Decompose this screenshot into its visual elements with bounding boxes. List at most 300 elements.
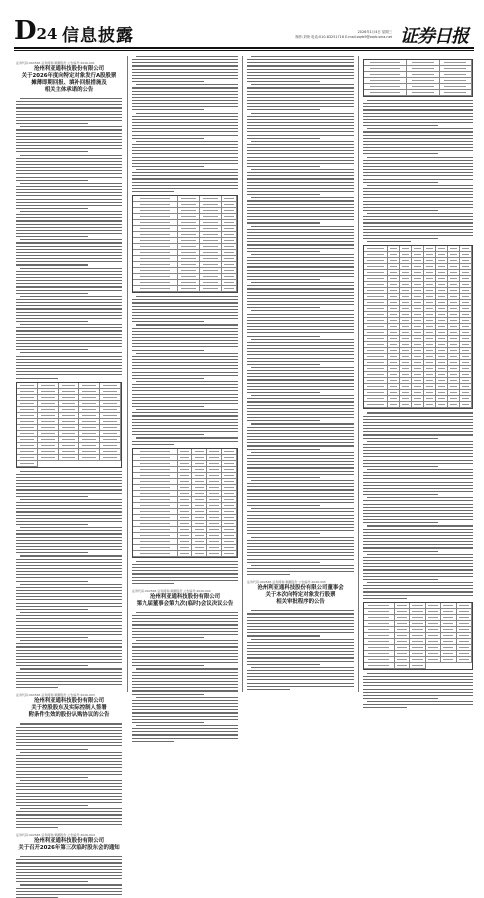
text-line xyxy=(363,507,473,508)
text-line xyxy=(363,535,473,536)
text-line xyxy=(16,199,122,200)
text-line xyxy=(16,502,122,503)
text-line xyxy=(251,395,354,396)
text-line xyxy=(16,362,122,363)
text-line xyxy=(16,167,122,168)
text-line xyxy=(247,175,354,176)
text-line xyxy=(16,771,122,772)
text-line xyxy=(132,321,204,322)
text-line xyxy=(16,227,122,228)
text-line xyxy=(16,192,122,193)
text-line xyxy=(16,136,122,137)
text-line xyxy=(367,701,473,702)
text-line xyxy=(16,145,122,146)
title-line: 摊薄即期回报、填补回报措施及 xyxy=(31,80,107,86)
text-line xyxy=(16,796,122,797)
text-line xyxy=(16,208,88,209)
text-line xyxy=(16,123,88,124)
text-line xyxy=(16,862,122,863)
text-line xyxy=(363,579,438,580)
text-line xyxy=(132,403,238,404)
text-line xyxy=(20,723,122,724)
text-line xyxy=(16,789,122,790)
text-line xyxy=(247,458,354,459)
text-line xyxy=(20,856,122,857)
text-line xyxy=(132,302,238,303)
text-line xyxy=(16,596,122,597)
text-line xyxy=(16,334,122,335)
text-line xyxy=(16,142,122,143)
text-line xyxy=(20,640,122,641)
text-line xyxy=(132,87,238,88)
text-line xyxy=(132,431,238,432)
text-line xyxy=(247,188,354,189)
text-line xyxy=(16,365,122,366)
text-line xyxy=(132,116,238,117)
table-cell xyxy=(79,455,100,461)
text-line xyxy=(16,236,88,237)
title-line: 关于召开2026年第三次临时股东会的通知 xyxy=(18,845,120,852)
text-line xyxy=(247,273,354,274)
table-cell xyxy=(178,286,200,292)
page-number-label xyxy=(14,18,57,47)
text-line xyxy=(16,252,122,253)
text-line xyxy=(247,376,354,377)
text-line xyxy=(363,422,473,423)
table-cell xyxy=(436,402,448,408)
text-line xyxy=(247,379,354,380)
text-line xyxy=(247,613,354,614)
text-line xyxy=(16,859,122,860)
text-line xyxy=(16,477,122,478)
text-line xyxy=(16,869,122,870)
text-line xyxy=(363,472,473,473)
table-cell xyxy=(178,551,193,557)
text-line xyxy=(132,412,238,413)
text-line xyxy=(247,527,354,528)
text-line xyxy=(132,315,238,316)
table-cell xyxy=(441,657,456,663)
text-line xyxy=(132,675,238,676)
shareholding-table xyxy=(363,59,473,97)
text-line xyxy=(16,230,122,231)
text-line xyxy=(247,461,354,462)
text-line xyxy=(16,161,122,162)
text-line xyxy=(16,111,122,112)
text-line xyxy=(132,694,204,695)
text-line xyxy=(247,91,354,92)
text-line xyxy=(247,442,354,443)
text-line xyxy=(132,309,238,310)
title-line: 沧州利亚通科技股份有限公司 xyxy=(149,593,221,600)
text-line xyxy=(247,301,354,302)
text-line xyxy=(16,805,88,806)
text-line xyxy=(363,510,473,511)
text-line xyxy=(363,235,473,236)
text-line xyxy=(247,417,354,418)
text-line xyxy=(247,257,354,258)
text-line xyxy=(20,352,122,353)
text-line xyxy=(132,312,238,313)
text-line xyxy=(363,122,473,123)
text-line xyxy=(367,412,473,413)
text-line xyxy=(16,872,122,873)
text-line xyxy=(363,513,473,514)
text-line xyxy=(363,210,438,211)
text-line xyxy=(16,493,122,494)
text-line xyxy=(16,508,122,509)
text-line xyxy=(16,646,122,647)
text-line xyxy=(247,351,354,352)
text-line xyxy=(16,217,122,218)
text-line xyxy=(16,274,122,275)
text-line xyxy=(16,117,122,118)
text-line xyxy=(132,731,238,732)
text-line xyxy=(363,204,473,205)
table-cell xyxy=(364,402,388,408)
table-cell xyxy=(410,663,425,669)
text-line xyxy=(367,673,473,674)
text-line xyxy=(363,453,473,454)
text-line xyxy=(363,689,473,690)
text-line xyxy=(247,623,354,624)
text-column-3 xyxy=(247,56,354,692)
text-line xyxy=(132,368,238,369)
text-line xyxy=(363,551,438,552)
announcement-code: 证券代码:002565 证券简称:顺灏股份 公告编号:2026-005 xyxy=(247,580,326,585)
text-line xyxy=(247,163,354,164)
text-column-2 xyxy=(132,56,238,692)
announcement-code: 证券代码:002565 证券简称:顺灏股份 公告编号:2026-004 xyxy=(16,833,95,838)
text-line xyxy=(132,394,238,395)
text-line xyxy=(363,238,438,239)
text-line xyxy=(16,214,122,215)
text-line xyxy=(367,554,473,555)
text-line xyxy=(132,444,174,445)
text-line xyxy=(16,571,122,572)
table-cell xyxy=(407,90,439,96)
text-line xyxy=(136,324,238,325)
text-line xyxy=(16,824,122,825)
text-line xyxy=(16,343,122,344)
table-cell xyxy=(192,551,207,557)
text-line xyxy=(16,101,122,102)
text-line xyxy=(132,384,238,385)
issue-meta xyxy=(295,30,392,40)
text-line xyxy=(16,255,122,256)
text-line xyxy=(247,210,354,211)
text-line xyxy=(136,169,238,170)
text-line xyxy=(132,356,238,357)
text-line xyxy=(247,477,320,478)
text-line xyxy=(16,577,122,578)
text-line xyxy=(132,378,204,379)
text-line xyxy=(363,182,438,183)
text-line xyxy=(132,434,204,435)
text-line xyxy=(247,229,354,230)
text-line xyxy=(132,150,238,151)
text-line xyxy=(247,683,354,684)
text-line xyxy=(136,113,238,114)
text-line xyxy=(16,687,58,688)
text-line xyxy=(20,780,122,781)
text-line xyxy=(247,654,354,655)
text-line xyxy=(367,157,473,158)
text-line xyxy=(132,166,204,167)
column-divider xyxy=(242,56,243,692)
text-line xyxy=(16,681,122,682)
text-line xyxy=(16,814,122,815)
text-line xyxy=(16,496,88,497)
text-line xyxy=(16,533,122,534)
announcement-body xyxy=(363,412,473,598)
text-line xyxy=(16,133,122,134)
announcement-title xyxy=(16,698,122,719)
text-line xyxy=(16,739,122,740)
text-line xyxy=(363,588,473,589)
text-line xyxy=(16,562,122,563)
title-line: 沧州利亚通科技股份有限公司 xyxy=(33,698,105,705)
title-line: 相关审批程序的公告 xyxy=(276,599,325,606)
text-line xyxy=(132,716,238,717)
text-line xyxy=(247,304,354,305)
text-line xyxy=(132,419,238,420)
text-line xyxy=(16,293,88,294)
text-line xyxy=(363,166,473,167)
announcement-body xyxy=(16,98,122,379)
text-line xyxy=(363,466,438,467)
text-line xyxy=(16,104,122,105)
text-line xyxy=(16,745,122,746)
text-line xyxy=(16,672,122,673)
text-line xyxy=(132,637,204,638)
text-line xyxy=(247,106,354,107)
text-line xyxy=(363,201,473,202)
announcement-heading xyxy=(16,833,122,852)
text-line xyxy=(132,573,238,574)
text-line xyxy=(363,538,473,539)
text-line xyxy=(16,777,88,778)
text-line xyxy=(363,216,473,217)
text-line xyxy=(247,562,320,563)
text-line xyxy=(132,706,238,707)
text-line xyxy=(16,659,122,660)
text-line xyxy=(132,106,238,107)
text-line xyxy=(247,455,354,456)
text-line xyxy=(247,251,320,252)
text-line xyxy=(251,197,354,198)
text-line xyxy=(132,69,238,70)
text-line xyxy=(247,645,354,646)
text-line xyxy=(247,552,354,553)
text-line xyxy=(132,334,238,335)
announcement-heading xyxy=(16,693,122,719)
text-line xyxy=(247,354,354,355)
text-line xyxy=(247,147,354,148)
text-line xyxy=(247,295,354,296)
text-line xyxy=(363,106,473,107)
text-line xyxy=(16,489,122,490)
text-line xyxy=(16,565,122,566)
text-line xyxy=(251,367,354,368)
table-cell xyxy=(460,402,472,408)
text-line xyxy=(247,207,354,208)
text-line xyxy=(132,160,238,161)
text-line xyxy=(251,141,354,142)
text-line xyxy=(132,415,238,416)
text-line xyxy=(16,749,88,750)
text-line xyxy=(132,59,238,60)
text-line xyxy=(247,679,354,680)
text-line xyxy=(16,727,122,728)
text-line xyxy=(247,336,320,337)
text-line xyxy=(16,742,122,743)
text-line xyxy=(247,676,354,677)
text-line xyxy=(247,78,354,79)
text-line xyxy=(132,94,238,95)
text-line xyxy=(363,475,473,476)
text-line xyxy=(363,595,473,596)
text-line xyxy=(247,486,354,487)
text-line xyxy=(16,761,122,762)
table-cell xyxy=(222,286,237,292)
text-line xyxy=(251,339,354,340)
text-line xyxy=(247,373,354,374)
text-line xyxy=(132,681,238,682)
text-line xyxy=(16,299,122,300)
text-line xyxy=(251,56,354,57)
text-line xyxy=(247,661,354,662)
text-line xyxy=(132,318,238,319)
text-line xyxy=(247,540,354,541)
text-line xyxy=(247,65,354,66)
text-line xyxy=(132,703,238,704)
text-line xyxy=(363,598,407,599)
text-line xyxy=(363,519,473,520)
text-line xyxy=(132,741,174,742)
announcement-heading xyxy=(132,589,238,608)
text-line xyxy=(247,620,354,621)
text-line xyxy=(16,730,122,731)
text-line xyxy=(132,678,238,679)
text-line xyxy=(16,139,122,140)
text-line xyxy=(16,549,122,550)
text-line xyxy=(20,296,122,297)
text-line xyxy=(136,612,238,613)
text-line xyxy=(363,532,473,533)
text-line xyxy=(16,173,122,174)
text-line xyxy=(247,568,354,569)
announcement-body xyxy=(363,673,473,709)
related-party-table xyxy=(363,245,473,409)
text-line xyxy=(20,527,122,528)
table-cell xyxy=(200,286,222,292)
text-line xyxy=(132,656,238,657)
text-line xyxy=(132,131,238,132)
table-cell xyxy=(448,402,460,408)
text-line xyxy=(136,725,238,726)
text-line xyxy=(16,552,88,553)
text-line xyxy=(16,129,122,130)
text-line xyxy=(136,409,238,410)
text-line xyxy=(16,337,122,338)
announcement-code: 证券代码:002565 证券简称:顺灏股份 公告编号:2026-002 xyxy=(132,588,211,593)
text-line xyxy=(247,153,354,154)
announcement-code: 证券代码:002565 证券简称:顺灏股份 公告编号:2026-001 xyxy=(16,61,95,65)
text-line xyxy=(251,169,354,170)
text-line xyxy=(247,642,354,643)
text-line xyxy=(247,651,354,652)
text-line xyxy=(132,728,238,729)
text-line xyxy=(247,75,354,76)
text-line xyxy=(247,574,290,575)
text-line xyxy=(247,524,354,525)
text-line xyxy=(363,576,473,577)
text-line xyxy=(16,894,122,895)
text-line xyxy=(16,643,122,644)
text-line xyxy=(132,567,238,568)
text-line xyxy=(136,84,238,85)
text-line xyxy=(367,185,473,186)
text-line xyxy=(363,516,473,517)
text-line xyxy=(247,216,354,217)
text-line xyxy=(363,488,473,489)
text-line xyxy=(16,818,122,819)
text-line xyxy=(16,249,122,250)
title-line: 关于本次向特定对象发行股票 xyxy=(265,592,336,599)
text-line xyxy=(132,650,238,651)
text-line xyxy=(132,580,238,581)
text-line xyxy=(247,166,320,167)
text-line xyxy=(247,248,354,249)
text-line xyxy=(247,329,354,330)
text-line xyxy=(132,119,238,120)
text-line xyxy=(16,374,122,375)
text-line xyxy=(132,628,238,629)
text-line xyxy=(132,157,238,158)
text-line xyxy=(132,135,238,136)
text-line xyxy=(136,697,238,698)
text-line xyxy=(251,610,354,611)
text-line xyxy=(247,270,354,271)
text-line xyxy=(363,431,473,432)
text-line xyxy=(363,447,473,448)
text-line xyxy=(247,635,320,636)
text-line xyxy=(16,486,122,487)
summary-table xyxy=(363,602,473,670)
text-line xyxy=(132,387,238,388)
text-line xyxy=(16,634,122,635)
text-line xyxy=(363,144,473,145)
text-line xyxy=(16,177,122,178)
text-line xyxy=(251,113,354,114)
text-line xyxy=(16,650,122,651)
text-line xyxy=(132,406,204,407)
text-line xyxy=(16,315,122,316)
text-line xyxy=(363,113,473,114)
text-line xyxy=(16,277,122,278)
text-line xyxy=(132,734,238,735)
text-line xyxy=(16,186,122,187)
text-line xyxy=(16,559,122,560)
text-line xyxy=(132,78,238,79)
text-line xyxy=(247,276,354,277)
text-line xyxy=(16,305,122,306)
text-line xyxy=(247,125,354,126)
text-line xyxy=(132,615,238,616)
text-line xyxy=(16,590,122,591)
text-line xyxy=(251,667,354,668)
